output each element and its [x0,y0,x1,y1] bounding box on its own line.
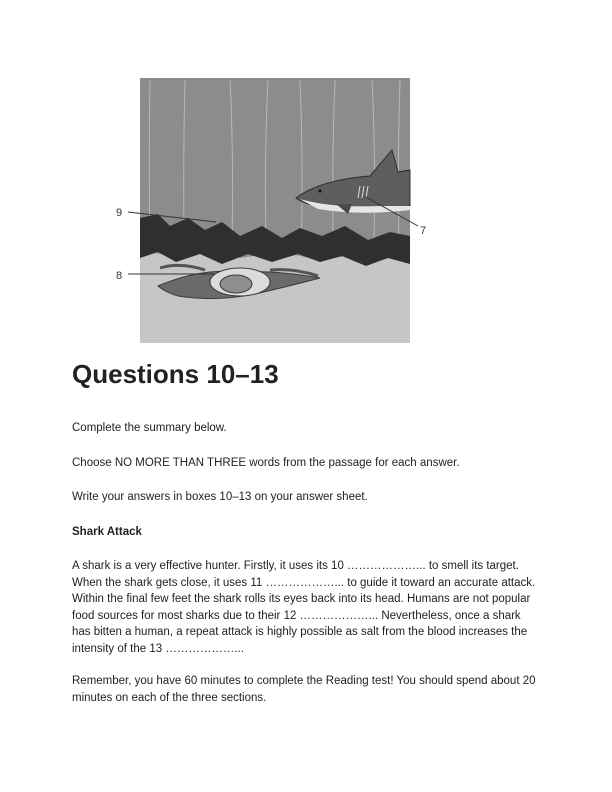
label-7: 7 [420,225,427,237]
reminder-text: Remember, you have 60 minutes to complete the Reading test! You should spend about 20 minutes on each of the three sections. [72,675,536,704]
instruction-choose: Choose NO MORE THAN THREE words from the passage for each answer. [72,457,460,469]
shark-illustration [0,0,612,350]
instruction-complete: Complete the summary below. [72,422,227,434]
page-title: Questions 10–13 [72,359,279,389]
label-9: 9 [116,207,123,219]
summary-title: Shark Attack [72,526,142,538]
summary-text: A shark is a very effective hunter. Firstly, it uses its 10 ………………... to smell its target. When the shark gets close, it uses 11 ………………... to guide it toward an accurate attack. Within the final few feet the shark rolls its eyes back into its head. Humans are not popular food sources for most sharks due to their 12 ………………... Nevertheless, once a shark has bitten a human, a repeat attack is highly possible as salt from the blood increases the intensity of the 13 ………………... [72,560,536,655]
shark-diagram [0,0,612,350]
label-8: 8 [116,270,123,282]
instruction-write: Write your answers in boxes 10–13 on your answer sheet. [72,491,368,503]
